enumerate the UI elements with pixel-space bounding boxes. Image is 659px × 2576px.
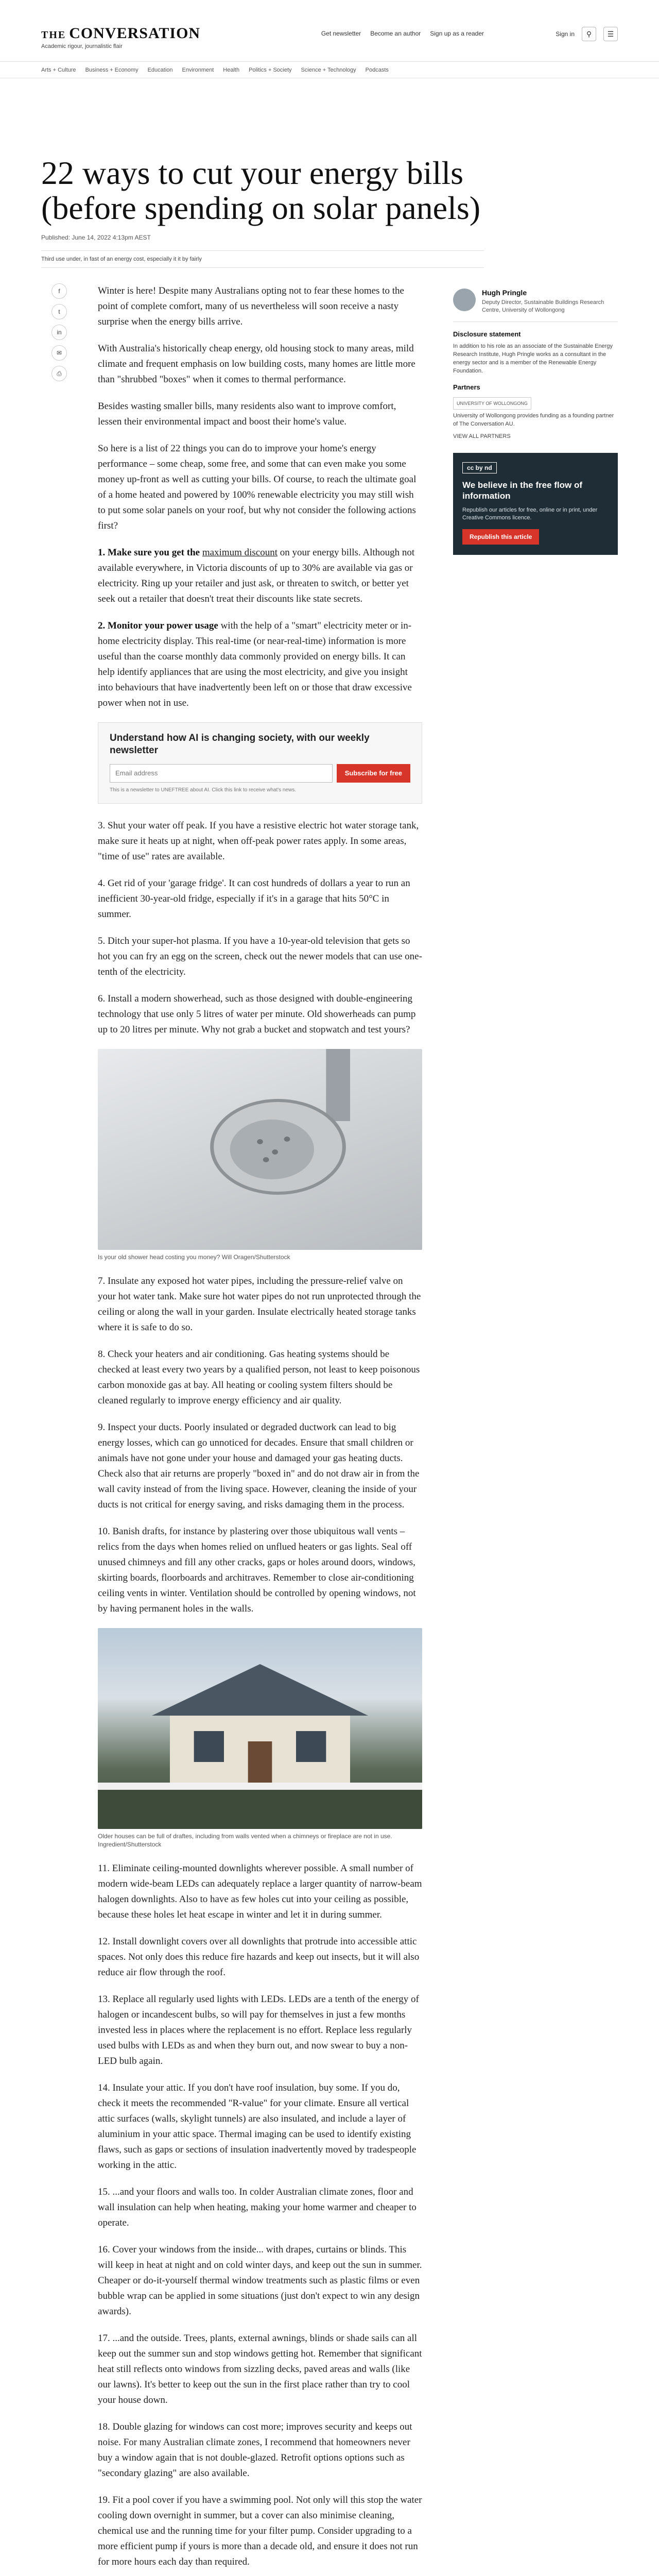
tip-9: 9. Inspect your ducts. Poorly insulated or degraded ductwork can lead to big energy losses, which can go unnoticed for decades. Ensure that small children or animals have not gone under your house and damaged your gas heating ducts. Check also that air returns are properly "boxed in" and do not draw air in from the wall cavity instead of from the living space. However, cleaning the inside of your ducts is not critical for energy saving, and risks damaging them in the process. <box>98 1422 420 1510</box>
email-icon[interactable]: ✉ <box>51 345 67 361</box>
tip-15: 15. ...and your floors and walls too. In colder Australian climate zones, floor and wall insulation can help when heating, making your home warmer and cheaper to operate. <box>98 2187 417 2228</box>
house-figure <box>98 1628 422 1849</box>
disclosure-text: In addition to his role as an associate of the Sustainable Energy Research Institute, Hugh Pringle works as a consultant in the energy sector and is a member of the Renewable Energy Foundation. <box>453 343 613 374</box>
menu-icon[interactable]: ☰ <box>603 27 618 41</box>
tip-3: 3. Shut your water off peak. If you have a resistive electric hot water storage tank, make sure it heats up at night, when off-peak power rates apply. In some areas, "time of use" rates are available. <box>98 820 419 862</box>
tip-7: 7. Insulate any exposed hot water pipes, including the pressure-relief valve on your hot water tank. Make sure hot water pipes do not run unprotected through the ceiling or along the wall in your garden. Insulate electrically heated storage tanks where it is safe to do so. <box>98 1276 421 1333</box>
article-body <box>41 283 432 2576</box>
nav-item[interactable]: Environment <box>182 66 214 73</box>
paragraph: Besides wasting smaller bills, many residents also want to improve comfort, lessen their environmental impact and boost their home's value. <box>98 401 396 427</box>
paragraph: With Australia's historically cheap energy, old housing stock to many areas, mild climate and frequent emphasis on low building costs, many homes are little more than "shrubbed "boxes" when it comes to thermal performance. <box>98 343 415 385</box>
paragraph: So here is a list of 22 things you can do to improve your home's energy performance – some cheap, some free, and some that can even make you some money up-front as well as cutting your bills. Of course, to reach the ultimate goal of a home heated and powered by 100% renewable electricity you may still wish to put some solar panels on your roof, but why not consider the following actions first? <box>98 443 417 531</box>
ad-space <box>0 78 659 156</box>
tip-10: 10. Banish drafts, for instance by plastering over those ubiquitous wall vents – relics from the days when homes relied on unflued heaters or gas lights. Seal off unused chimneys and fill any other cracks, gaps or holes around doors, windows, skirting boards, floorboards and architraves. Remember to close air-conditioning ceiling vents in winter. Ventilation should be controlled by opening windows, not by having permanent holes in the walls. <box>98 1526 416 1614</box>
brand-name: THE CONVERSATION <box>41 25 201 42</box>
house-image[interactable] <box>98 1628 422 1829</box>
tip-11: 11. Eliminate ceiling-mounted downlights wherever possible. A small number of modern wide-beam LEDs can adequately replace a larger quantity of narrow-beam halogen downlights. Also to have as few holes cut into your ceiling as possible, because these holes let heat escape in winter and let it in during summer. <box>98 1863 422 1920</box>
brand-tagline: Academic rigour, journalistic flair <box>41 43 123 49</box>
shower-figure <box>98 1049 422 1261</box>
tip-17: 17. ...and the outside. Trees, plants, external awnings, blinds or shade sails can all keep out the summer sun and stop windows getting hot. Remember that significant heat still reflects onto windows from sizzling decks, paved areas and walls (like our lawns). It's better to keep out the sun in the first place rather than try to cool your house down. <box>98 2333 422 2405</box>
maximum-discount-link[interactable]: maximum discount <box>202 547 278 558</box>
nav-item[interactable]: Podcasts <box>365 66 389 73</box>
partner-logo[interactable]: UNIVERSITY OF WOLLONGONG <box>453 397 531 410</box>
twitter-icon[interactable]: t <box>51 304 67 319</box>
showerhead-illustration <box>98 1049 422 1250</box>
avatar <box>453 289 476 311</box>
section-nav <box>0 62 659 78</box>
article-header <box>0 156 659 268</box>
tip-14: 14. Insulate your attic. If you don't have roof insulation, buy some. If you do, check it meets the recommended "R-value" for your climate. Ensure all vertical attic surfaces (walls, skylight tunnels) are also insulated, and include a layer of aluminium in your attic space. Thermal imaging can be used to identify existing flaws, such as gaps or sections of insulation inadvertently moved by tradespeople working in the attic. <box>98 2082 417 2171</box>
author-info <box>482 289 618 314</box>
newsletter-box <box>98 722 422 804</box>
nav-item[interactable]: Arts + Culture <box>41 66 76 73</box>
figure-caption: Older houses can be full of draftes, including from walls vented when a chimneys or fireplace are not in use. Ingredient/Shutterstock <box>98 1833 392 1848</box>
partner-logos <box>453 397 618 410</box>
author-card[interactable] <box>453 289 618 322</box>
email-field[interactable]: Email address <box>110 764 333 783</box>
tip-1: 1. Make sure you get the maximum discount on your energy bills. Although not available everywhere, in Victoria discounts of up to 30% are available via gas or electricity. Ring up your retailer and just ask, or threaten to switch, or better yet seek out a retailer that doesn't treat their discounts like state secrets. <box>98 547 415 604</box>
linkedin-icon[interactable]: in <box>51 325 67 340</box>
paragraph: Winter is here! Despite many Australians opting not to fear these homes to the point of complete comfort, many of us nevertheless will soon receive a nasty surprise when the energy bills arrive. <box>98 285 404 327</box>
article-title: 22 ways to cut your energy bills (before spending on solar panels) <box>41 155 481 226</box>
tip-8: 8. Check your heaters and air conditioning. Gas heating systems should be checked at least every two years by a qualified person, not least to keep poisonous carbon monoxide gas at bay. All heating or cooling system filters should be cleaned regularly to improve energy efficiency and air quality. <box>98 1349 420 1406</box>
share-rail <box>51 283 67 381</box>
tip-18: 18. Double glazing for windows can cost more; improves security and keeps out noise. For many Australian climate zones, I recommend that homeowners never buy a window again that is not double-glazed. Retrofit options options such as "secondary glazing" are also available. <box>98 2421 412 2479</box>
article-main <box>41 283 432 2576</box>
republish-text: Republish our articles for free, online or in print, under Creative Commons licence. <box>462 507 598 521</box>
newsletter-title: Understand how AI is changing society, with our weekly newsletter <box>110 733 370 756</box>
author-name[interactable]: Hugh Pringle <box>482 289 527 297</box>
republish-box <box>453 453 618 555</box>
header-actions <box>556 27 618 41</box>
published-date: Published: June 14, 2022 4:13pm AEST <box>41 234 151 241</box>
tip-6: 6. Install a modern showerhead, such as those designed with double-engineering technology that use only 5 litres of water per minute. Old showerheads can pump up to 20 litres per minute. Why not grab a bucket and stopwatch and test yours? <box>98 993 416 1035</box>
tip-5: 5. Ditch your super-hot plasma. If you have a 10-year-old television that gets so hot you can fry an egg on the screen, check out the newer models that can use one-tenth of the electricity. <box>98 936 422 977</box>
figure-caption: Is your old shower head costing you money? Will Oragen/Shutterstock <box>98 1253 290 1261</box>
nav-item[interactable]: Science + Technology <box>301 66 356 73</box>
byline-bar <box>41 250 484 268</box>
print-icon[interactable]: ⎙ <box>51 366 67 381</box>
disclosure-heading: Disclosure statement <box>453 330 521 338</box>
sign-in-link[interactable]: Sign in <box>556 30 575 38</box>
house-illustration <box>98 1628 422 1829</box>
republish-button[interactable]: Republish this article <box>462 529 539 545</box>
sign-up-link[interactable]: Sign up as a reader <box>430 30 484 37</box>
tip-4: 4. Get rid of your 'garage fridge'. It can cost hundreds of dollars a year to run an inefficient 30-year-old fridge, especially if it's in a garage that hits 50°C in summer. <box>98 878 410 920</box>
creative-commons-icon: cc by nd <box>462 462 497 473</box>
nav-item[interactable]: Education <box>147 66 173 73</box>
newsletter-fine-print: This is a newsletter to UNEFTREE about AI. Click this link to receive what's news. <box>110 787 297 793</box>
site-header <box>0 0 659 62</box>
byline-note: Third use under, in fast of an energy cost, especially it it by fairly <box>41 256 202 262</box>
subscribe-button[interactable]: Subscribe for free <box>337 764 410 783</box>
article-sidebar <box>453 283 618 2576</box>
tip-13: 13. Replace all regularly used lights with LEDs. LEDs are a tenth of the energy of halogen or incandescent bulbs, so will pay for themselves in just a few months invested less in places where the replacement is no effort. Replace less regularly used bulbs with LEDs as and when they burn out, and now swear to buy a non-LED bulb again. <box>98 1994 419 2066</box>
shower-image[interactable] <box>98 1049 422 1250</box>
become-author-link[interactable]: Become an author <box>370 30 421 37</box>
nav-item[interactable]: Business + Economy <box>85 66 138 73</box>
newsletter-form <box>110 764 410 783</box>
author-title: Deputy Director, Sustainable Buildings Research Centre, University of Wollongong <box>482 299 604 313</box>
tip-12: 12. Install downlight covers over all downlights that protrude into accessible attic spaces. Not only does this reduce fire hazards and keep out insects, but it will also reduce air flow through the roof. <box>98 1936 420 1978</box>
article-layout <box>0 268 659 2576</box>
brand-logo[interactable] <box>41 25 200 49</box>
get-newsletter-link[interactable]: Get newsletter <box>321 30 361 37</box>
nav-item[interactable]: Politics + Society <box>249 66 292 73</box>
partners-heading: Partners <box>453 383 480 391</box>
partners-text: University of Wollongong provides funding as a founding partner of The Conversation AU. <box>453 413 614 427</box>
facebook-icon[interactable]: f <box>51 283 67 299</box>
tip-19: 19. Fit a pool cover if you have a swimming pool. Not only will this stop the water cooling down overnight in summer, but a cover can also minimise cleaning, chemical use and the running time for your filter pump. Consider upgrading to a more efficient pump if yours is more than a decade old, and ensure it does not run for more hours each day than required. <box>98 2495 422 2567</box>
tip-16: 16. Cover your windows from the inside... with drapes, curtains or blinds. This will keep in heat at night and on cold winter days, and keep out the sun in summer. Cheaper or do-it-yourself thermal window treatments such as plastic films or even bubble wrap can be applied in some situations (just don't expect to win any design awards). <box>98 2244 422 2317</box>
nav-item[interactable]: Health <box>223 66 240 73</box>
view-partners-link[interactable]: VIEW ALL PARTNERS <box>453 433 511 439</box>
search-icon[interactable]: ⚲ <box>582 27 596 41</box>
header-links <box>321 30 484 37</box>
tip-2: 2. Monitor your power usage with the help of a "smart" electricity meter or in-home electricity display. This real-time (or near-real-time) information is more useful than the coarse monthly data commonly provided on energy bills. It can help identify appliances that are using the most electricity, and give you insight into behaviours that have inadvertently been left on or those that draw excessive power when not in use. <box>98 620 412 708</box>
republish-title: We believe in the free flow of information <box>462 480 583 501</box>
